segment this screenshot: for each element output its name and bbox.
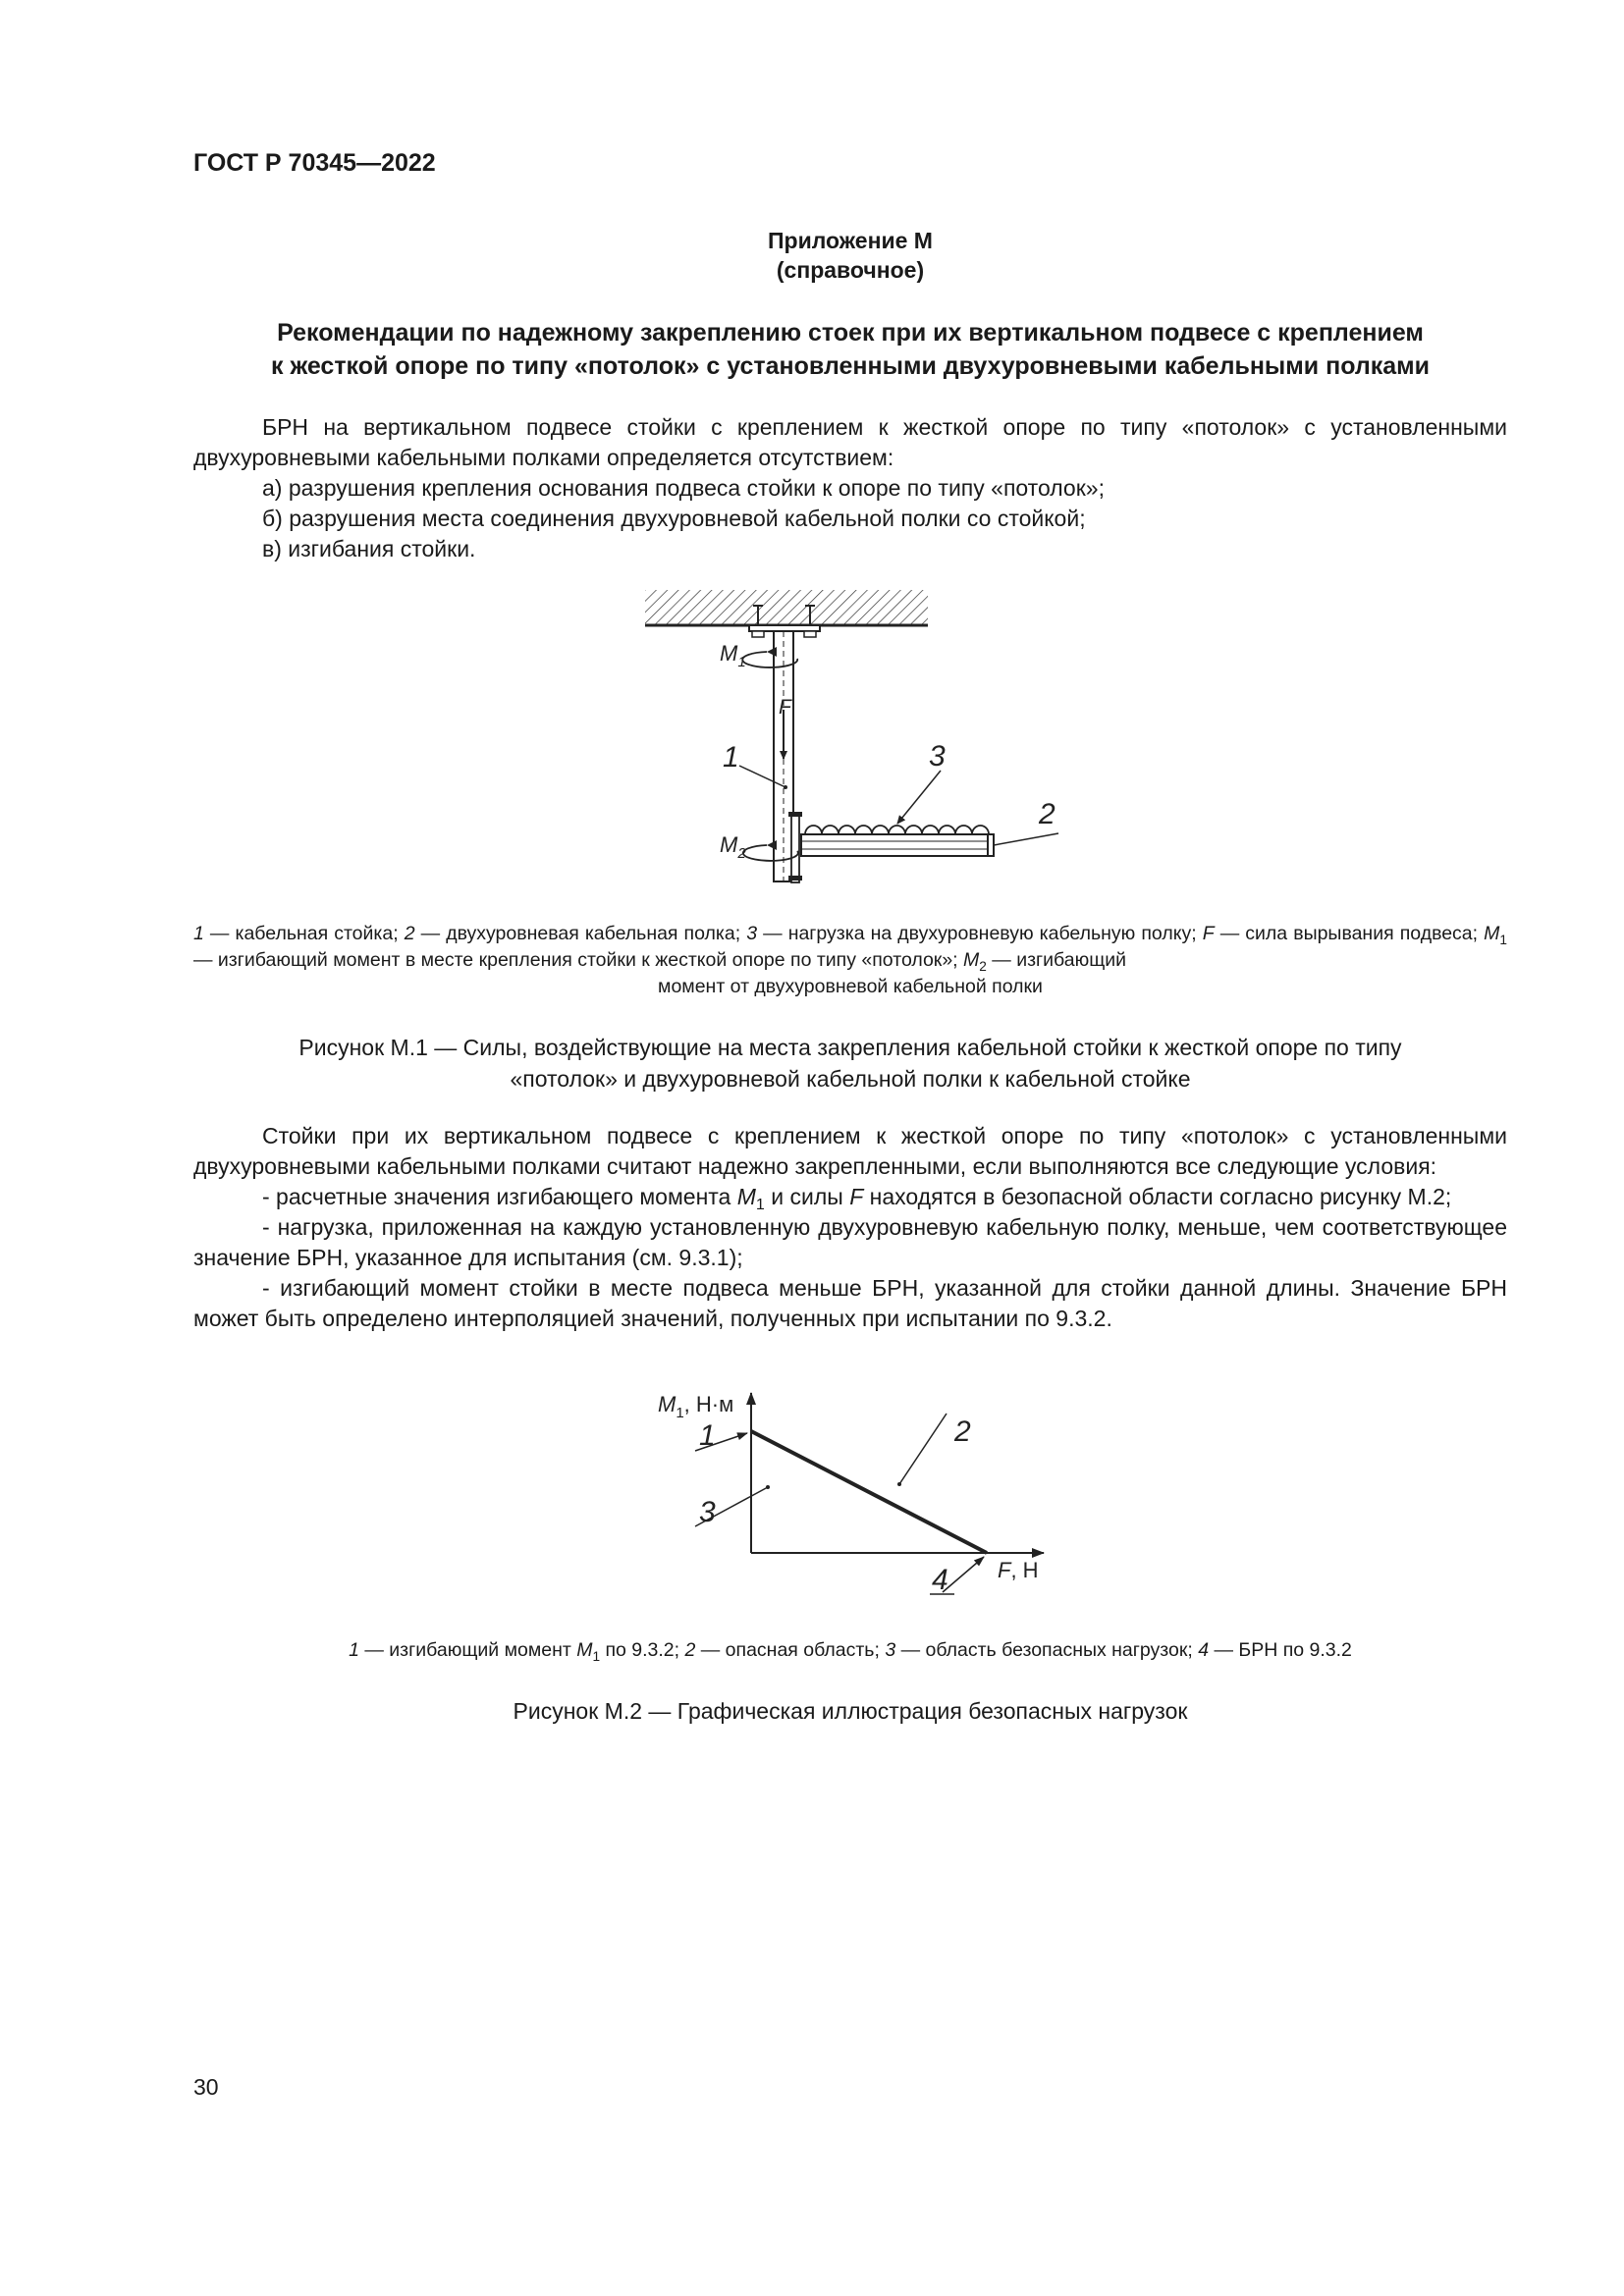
intro-section: [193, 412, 1507, 564]
intro-item-a: а) разрушения крепления основания подвеса стойки к опоре по типу «потолок»;: [262, 475, 1105, 501]
figure-m1-drawing: [628, 584, 1080, 908]
safe-limit-line: [751, 1431, 987, 1553]
conditions-intro: Стойки при их вертикальном подвесе с креплением к жесткой опоре по типу «потолок» с установленными двухуровневыми кабельными полками считают надежно закрепленными, если выполняются все следующие условия:: [193, 1123, 1507, 1179]
figure-m1-legend-last: момент от двухуровневой кабельной полки: [658, 976, 1043, 997]
figure-m1-legend-text: 1 — кабельная стойка; 2 — двухуровневая кабельная полка; 3 — нагрузка на двухуровневую кабельную полку; F — сила вырывания подвеса; $M_1$ — изгибающий момент в месте крепления стойки к жесткой опоре по типу «потолок»; $M_2$ — изгибающий: [193, 923, 1507, 974]
appendix-subtitle: (справочное): [776, 257, 925, 283]
cable-shelf: [801, 834, 994, 856]
title-line-2: к жесткой опоре по типу «потолок» с установленными двухуровневыми кабельными полками: [270, 352, 1431, 380]
appendix-heading: [193, 226, 1507, 285]
x-axis-label: F, Н: [998, 1558, 1039, 1582]
appendix-title: Приложение М: [768, 228, 933, 253]
figure-m1-caption: [193, 1032, 1507, 1095]
leader-m2-2: [899, 1414, 947, 1484]
figure-m2-caption: Рисунок М.2 — Графическая иллюстрация безопасных нагрузок: [513, 1698, 1188, 1724]
title-line-1: Рекомендации по надежному закреплению стоек при их вертикальном подвесе с креплением: [277, 319, 1424, 347]
figure-m2-chart: [648, 1379, 1060, 1610]
figure-m1-legend: [193, 921, 1507, 1000]
document-header: ГОСТ Р 70345—2022: [193, 149, 436, 177]
figure-m1-caption-line-1: Рисунок М.1 — Силы, воздействующие на места закрепления кабельной стойки к жесткой опоре по типу: [298, 1035, 1402, 1060]
intro-paragraph: БРН на вертикальном подвесе стойки с креплением к жесткой опоре по типу «потолок» с установленными двухуровневыми кабельными полками определяется отсутствием:: [193, 414, 1507, 470]
page-title: [193, 316, 1507, 383]
intro-item-c: в) изгибания стойки.: [262, 536, 476, 561]
label-3: 3: [929, 740, 946, 773]
conditions-section: [193, 1121, 1507, 1334]
chart-label-3: 3: [699, 1496, 716, 1528]
figure-m1-caption-line-2: «потолок» и двухуровневой кабельной полки к кабельной стойке: [510, 1066, 1191, 1092]
figure-m2-legend: 1 — изгибающий момент $M_1$ по 9.3.2; 2 — опасная область; 3 — область безопасных нагрузок; 4 — БРН по 9.3.2: [349, 1639, 1352, 1664]
page-number: 30: [193, 2074, 219, 2100]
label-m2: $M_2$: [720, 832, 746, 862]
shelf-bracket: [791, 814, 799, 882]
leader-3: [897, 771, 941, 824]
label-f: F: [779, 696, 791, 719]
y-axis-label: $M_1$, Н·м: [658, 1392, 734, 1421]
leader-m2-4: [943, 1557, 984, 1592]
condition-1: - расчетные значения изгибающего момента $M_1$ и силы F находятся в безопасной области согласно рисунку М.2;: [262, 1184, 1452, 1213]
label-1: 1: [723, 741, 739, 774]
intro-item-b: б) разрушения места соединения двухуровневой кабельной полки со стойкой;: [262, 506, 1086, 531]
condition-3: - изгибающий момент стойки в месте подвеса меньше БРН, указанной для стойки данной длины. Значение БРН может быть определено интерполяцией значений, полученных при испытании по 9.3.2.: [193, 1275, 1507, 1331]
label-2: 2: [1039, 798, 1056, 830]
ceiling-hatching: [645, 590, 928, 625]
label-m1: $M_1$: [720, 641, 746, 670]
leader-2: [994, 833, 1058, 845]
chart-label-1: 1: [699, 1419, 716, 1452]
chart-label-2: 2: [954, 1415, 971, 1448]
cable-load: [805, 826, 989, 834]
chart-label-4: 4: [932, 1564, 948, 1596]
condition-2: - нагрузка, приложенная на каждую установленную двухуровневую кабельную полку, меньше, чем соответствующее значение БРН, указанное для испытания (см. 9.3.1);: [193, 1214, 1507, 1270]
